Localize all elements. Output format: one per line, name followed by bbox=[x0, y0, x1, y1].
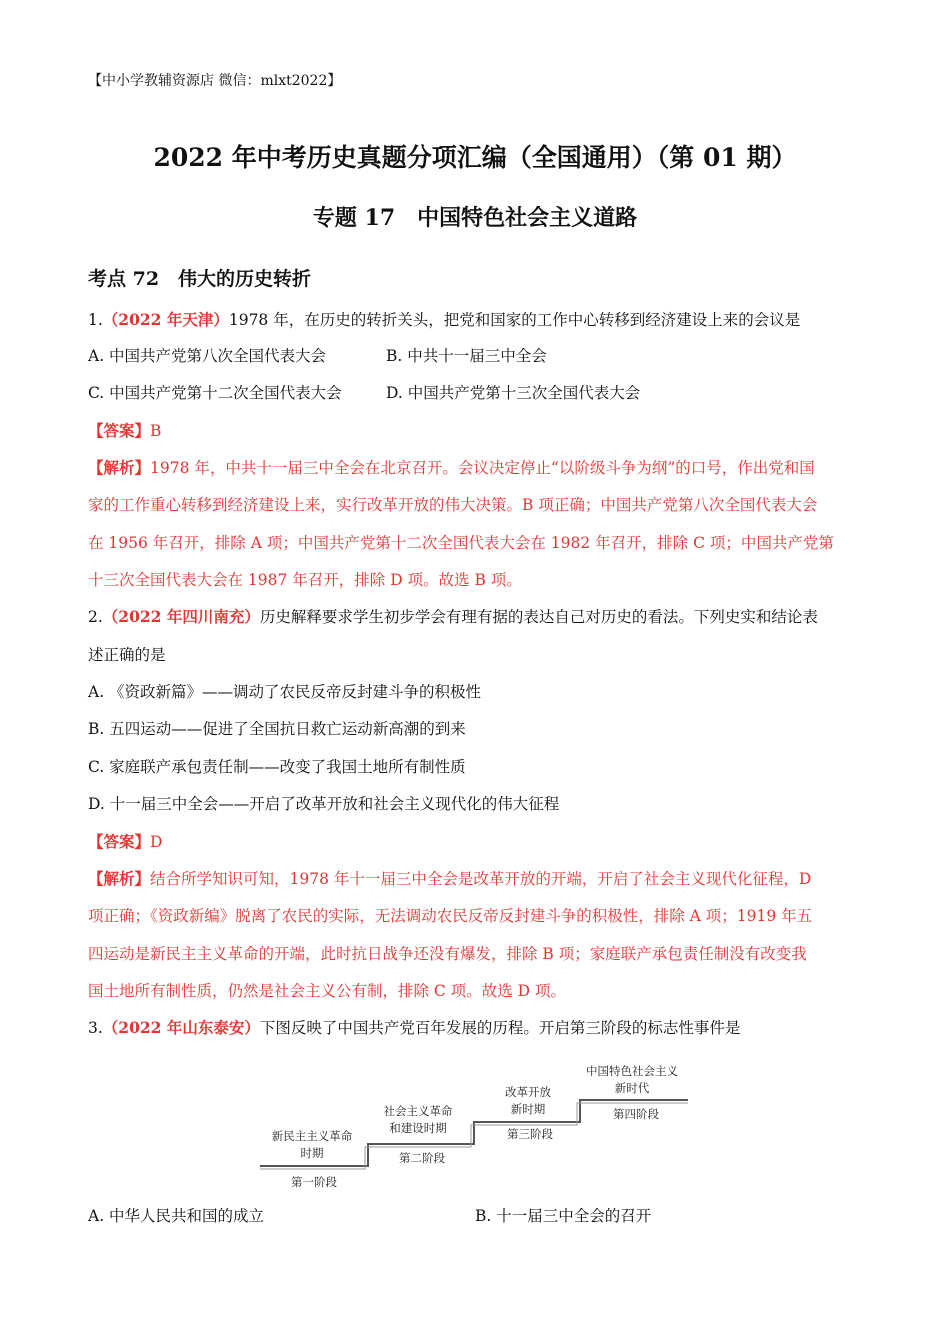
stage-4-title-line-1: 中国特色社会主义 bbox=[586, 1064, 678, 1078]
q1-analysis-line-1 bbox=[88, 458, 815, 478]
q1-option-a: A. 中国共产党第八次全国代表大会 bbox=[88, 347, 327, 365]
question-text: 历史解释要求学生初步学会有理有据的表达自己对历史的看法。下列史实和结论表 bbox=[259, 608, 818, 626]
page-subtitle: 专题 17 中国特色社会主义道路 bbox=[312, 205, 638, 231]
answer-value: D bbox=[150, 833, 163, 851]
stage-4-title-line-2: 新时代 bbox=[614, 1081, 650, 1095]
q2-option-a: A. 《资政新篇》——调动了农民反帝反封建斗争的积极性 bbox=[88, 683, 482, 701]
q1-analysis-line-2: 家的工作重心转移到经济建设上来，实行改革开放的伟大决策。B 项正确；中国共产党第八次全国代表大会 bbox=[88, 496, 818, 514]
q2-analysis-line-2: 项正确；《资政新编》脱离了农民的实际，无法调动农民反帝反封建斗争的积极性，排除 A 项；1919 年五 bbox=[88, 907, 813, 925]
section-heading: 考点 72 伟大的历史转折 bbox=[88, 268, 312, 290]
stage-1-title-line-2: 时期 bbox=[300, 1146, 324, 1160]
stage-1-title-line-1: 新民主主义革命 bbox=[271, 1129, 353, 1143]
question-1-stem bbox=[88, 310, 800, 330]
stage-4-label: 第四阶段 bbox=[613, 1107, 659, 1121]
stage-3-label: 第三阶段 bbox=[507, 1127, 553, 1141]
q3-option-b: B. 十一届三中全会的召开 bbox=[475, 1207, 652, 1225]
q1-option-d: D. 中国共产党第十三次全国代表大会 bbox=[386, 384, 641, 402]
analysis-tag: 【解析】 bbox=[88, 458, 151, 477]
stage-2-title-line-1: 社会主义革命 bbox=[383, 1104, 453, 1118]
question-number: 1. bbox=[88, 311, 103, 329]
q1-analysis-line-4: 十三次全国代表大会在 1987 年召开，排除 D 项。故选 B 项。 bbox=[88, 571, 522, 589]
answer-value: B bbox=[150, 422, 162, 440]
analysis-text: 1978 年，中共十一届三中全会在北京召开。会议决定停止“以阶级斗争为纲”的口号，作出党和国 bbox=[150, 459, 815, 477]
question-text: 下图反映了中国共产党百年发展的历程。开启第三阶段的标志性事件是 bbox=[259, 1019, 741, 1037]
q2-option-d: D. 十一届三中全会——开启了改革开放和社会主义现代化的伟大征程 bbox=[88, 795, 560, 813]
stage-2-label: 第二阶段 bbox=[399, 1151, 445, 1165]
q2-analysis-line-1 bbox=[88, 869, 811, 889]
stage-2-title-line-2: 和建设时期 bbox=[389, 1121, 447, 1135]
q2-analysis-line-4: 国土地所有制性质，仍然是社会主义公有制，排除 C 项。故选 D 项。 bbox=[88, 982, 566, 1000]
q1-option-b: B. 中共十一届三中全会 bbox=[386, 347, 547, 365]
answer-tag: 【答案】 bbox=[88, 832, 151, 851]
header-note: 【中小学教辅资源店 微信：mlxt2022】 bbox=[88, 73, 342, 89]
stage-3-title-line-1: 改革开放 bbox=[505, 1085, 551, 1099]
answer-tag: 【答案】 bbox=[88, 421, 151, 440]
q1-option-c: C. 中国共产党第十二次全国代表大会 bbox=[88, 384, 342, 402]
q2-analysis-line-3: 四运动是新民主主义革命的开端，此时抗日战争还没有爆发，排除 B 项；家庭联产承包责任制没有改变我 bbox=[88, 945, 807, 963]
question-3-stem bbox=[88, 1018, 740, 1038]
question-source: （2022 年山东泰安） bbox=[102, 1018, 260, 1037]
q2-option-b: B. 五四运动——促进了全国抗日救亡运动新高潮的到来 bbox=[88, 720, 466, 738]
question-number: 3. bbox=[88, 1019, 103, 1037]
page-title: 2022 年中考历史真题分项汇编（全国通用）（第 01 期） bbox=[153, 143, 797, 172]
q1-answer bbox=[88, 421, 161, 441]
analysis-text: 结合所学知识可知，1978 年十一届三中全会是改革开放的开端，开启了社会主义现代化征程，D bbox=[150, 870, 812, 888]
question-2-stem bbox=[88, 607, 818, 627]
question-source: （2022 年天津） bbox=[102, 310, 229, 329]
q3-option-a: A. 中华人民共和国的成立 bbox=[88, 1207, 265, 1225]
question-number: 2. bbox=[88, 608, 103, 626]
stage-1-label: 第一阶段 bbox=[291, 1175, 337, 1189]
development-stages-diagram bbox=[250, 1058, 700, 1198]
question-source: （2022 年四川南充） bbox=[102, 607, 260, 626]
q2-stem-line-2: 述正确的是 bbox=[88, 646, 166, 664]
q2-option-c: C. 家庭联产承包责任制——改变了我国土地所有制性质 bbox=[88, 758, 466, 776]
q1-analysis-line-3: 在 1956 年召开，排除 A 项；中国共产党第十二次全国代表大会在 1982 年召开，排除 C 项；中国共产党第 bbox=[88, 534, 834, 552]
q2-answer bbox=[88, 832, 162, 852]
stage-3-title-line-2: 新时期 bbox=[510, 1102, 546, 1116]
question-text: 1978 年，在历史的转折关头，把党和国家的工作中心转移到经济建设上来的会议是 bbox=[228, 311, 801, 329]
analysis-tag: 【解析】 bbox=[88, 869, 151, 888]
